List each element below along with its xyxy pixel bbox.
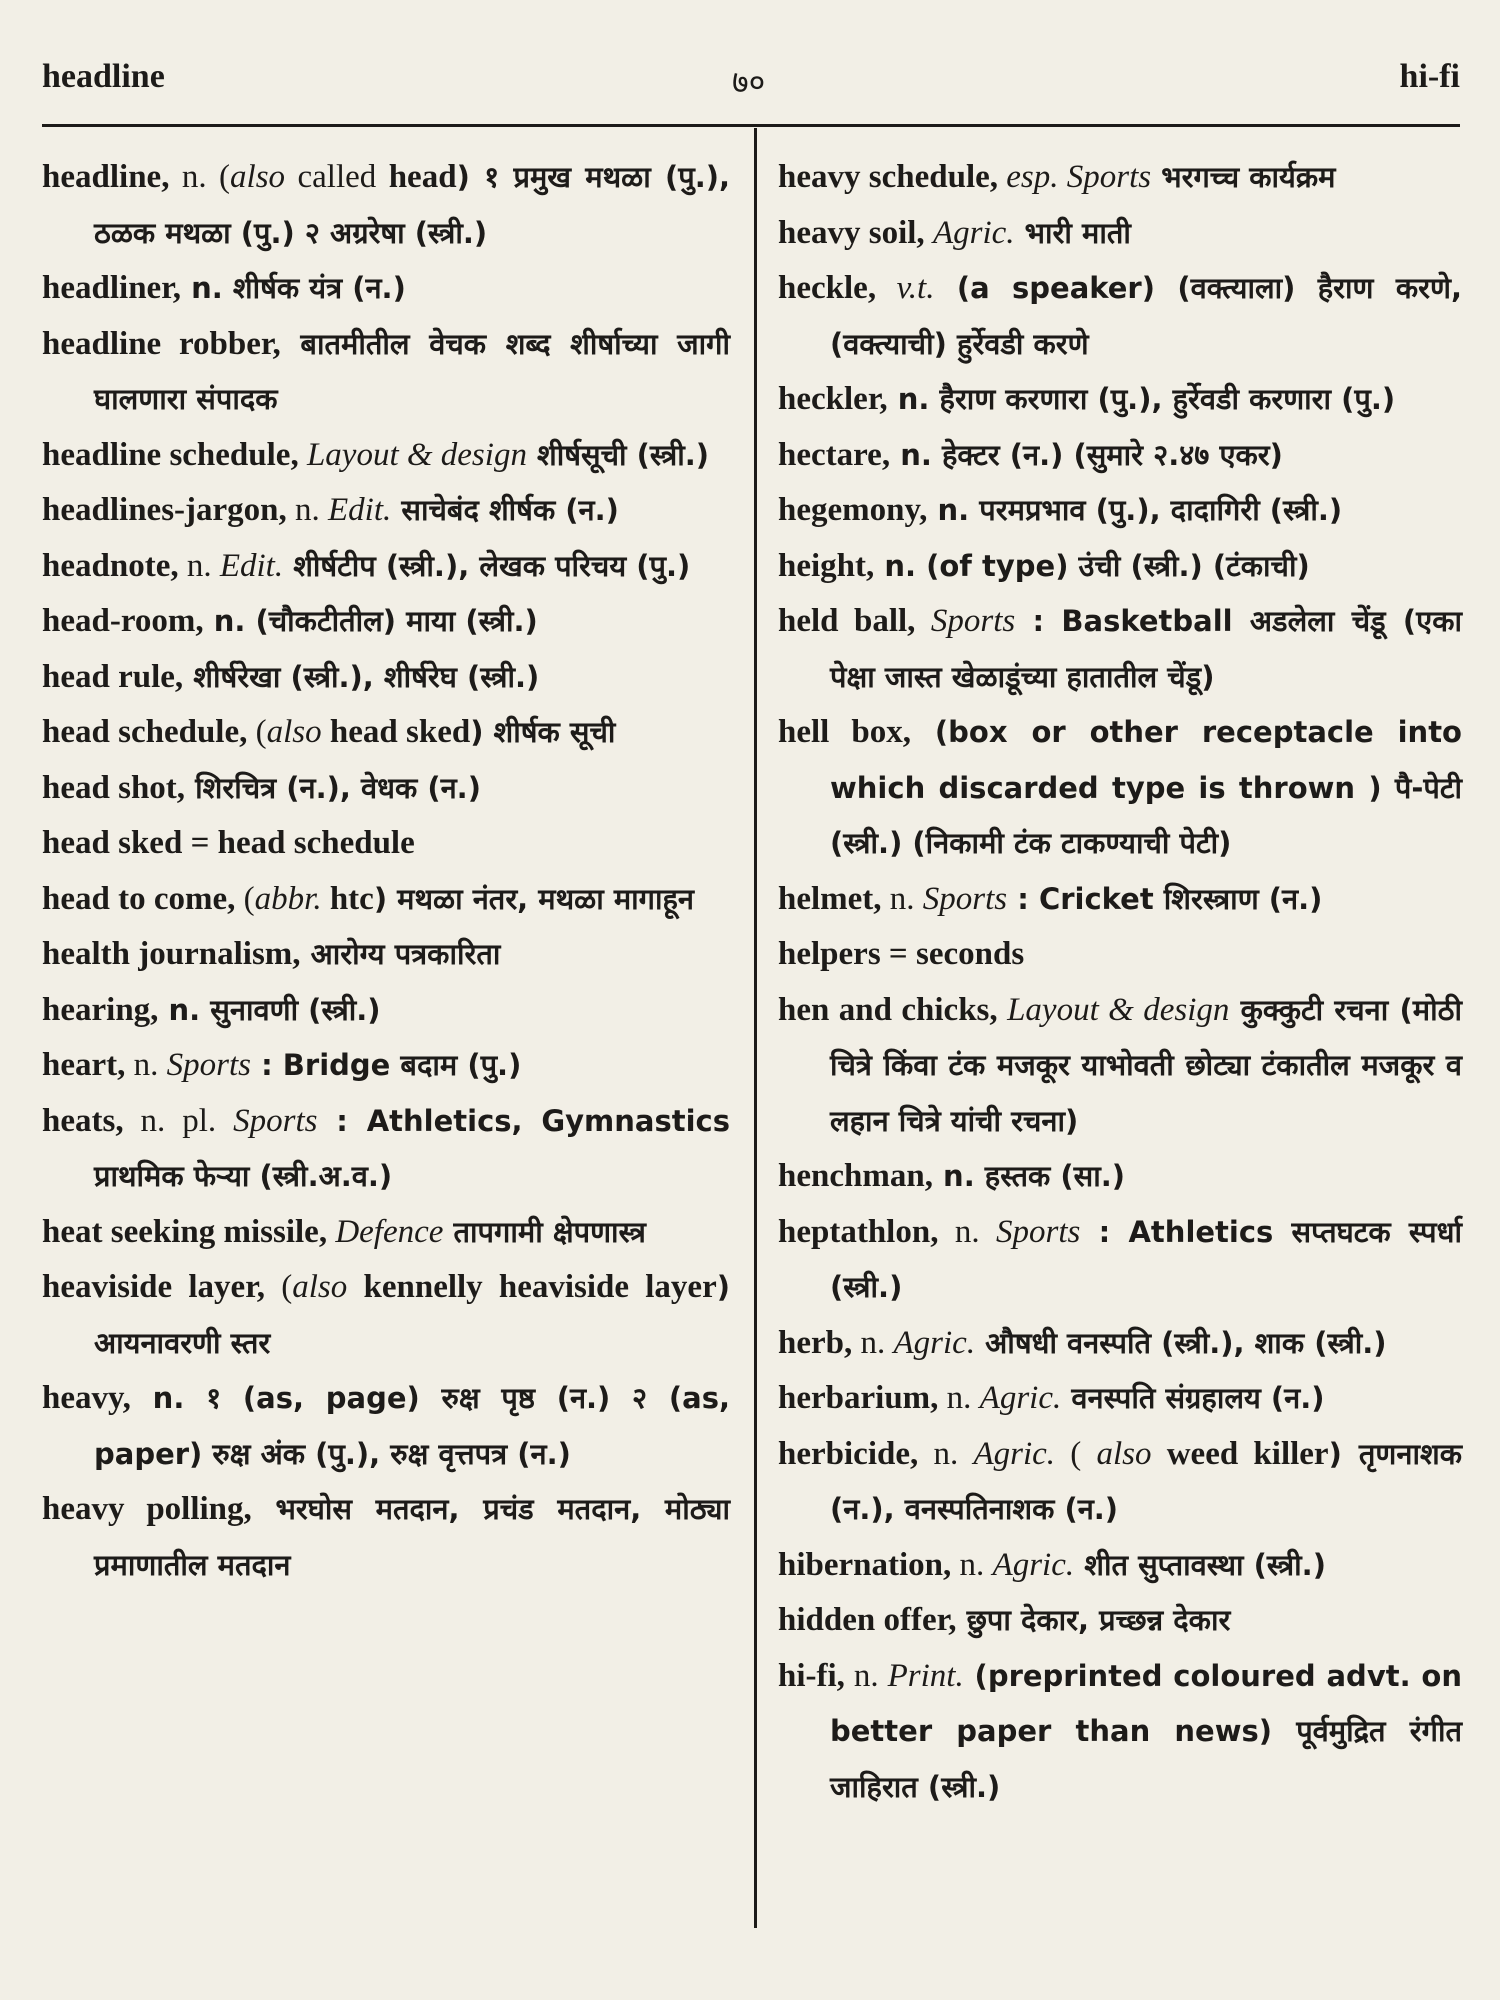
entry-height: height, n. (of type) उंची (स्त्री.) (टंकाची): [778, 547, 1310, 584]
header-first-word: headline: [42, 58, 165, 95]
header-rule: [42, 124, 1460, 127]
entry-herb: herb, n. Agric. औषधी वनस्पति (स्त्री.), शाक (स्त्री.): [778, 1324, 1387, 1361]
entry-head-sked: head sked = head schedule: [42, 825, 415, 861]
entry-hi-fi: hi-fi, n. Print. (preprinted coloured advt. on better paper than news) पूर्वमुद्रित रंगीत जाहिरात (स्त्री.): [778, 1657, 1462, 1804]
right-column: [778, 150, 1462, 1815]
entry-hegemony: hegemony, n. परमप्रभाव (पु.), दादागिरी (स्त्री.): [778, 492, 1343, 528]
header-last-word: hi-fi: [1399, 58, 1460, 95]
entry-herbicide: herbicide, n. Agric. ( also weed killer) तृणनाशक (न.), वनस्पतिनाशक (न.): [778, 1435, 1462, 1526]
entry-heckler: heckler, n. हैराण करणारा (पु.), हुर्रेवडी करणारा (पु.): [778, 381, 1396, 417]
entry-heat-seeking-missile: heat seeking missile, Defence तापगामी क्षेपणास्त्र: [42, 1213, 646, 1250]
entry-hidden-offer: hidden offer, छुपा देकार, प्रच्छन्न देकार: [778, 1602, 1231, 1638]
entry-headline-schedule: headline schedule, Layout & design शीर्षसूची (स्त्री.): [42, 436, 709, 473]
entry-headline: headline, n. (also called head) १ प्रमुख मथळा (पु.), ठळक मथळा (पु.) २ अग्ररेषा (स्त्री.): [42, 159, 730, 250]
page-number: ७०: [732, 64, 766, 100]
entry-heavy: heavy, n. १ (as, page) रुक्ष पृष्ठ (न.) २ (as, paper) रुक्ष अंक (पु.), रुक्ष वृत्तपत्र (न.): [42, 1380, 730, 1471]
entry-heart: heart, n. Sports : Bridge बदाम (पु.): [42, 1047, 522, 1083]
entry-heaviside-layer: heaviside layer, (also kennelly heaviside layer) आयनावरणी स्तर: [42, 1269, 730, 1360]
entry-hen-and-chicks: hen and chicks, Layout & design कुक्कुटी रचना (मोठी चित्रे किंवा टंक मजकूर याभोवती छोट्या टंकातील मजकूर व लहान चित्रे यांची रचना): [778, 991, 1463, 1138]
entry-headline-robber: headline robber, बातमीतील वेचक शब्द शीर्षाच्या जागी घालणारा संपादक: [42, 325, 730, 416]
entry-head-schedule: head schedule, (also head sked) शीर्षक सूची: [42, 714, 616, 750]
entry-hearing: hearing, n. सुनावणी (स्त्री.): [42, 991, 381, 1028]
entry-headliner: headliner, n. शीर्षक यंत्र (न.): [42, 270, 406, 306]
entry-hell-box: hell box, (box or other receptacle into which discarded type is thrown ) पै-पेटी (स्त्री.) (निकामी टंक टाकण्याची पेटी): [778, 714, 1462, 860]
entry-health-journalism: health journalism, आरोग्य पत्रकारिता: [42, 936, 501, 972]
entry-head-rule: head rule, शीर्षरेखा (स्त्री.), शीर्षरेघ (स्त्री.): [42, 658, 540, 695]
entry-held-ball: held ball, Sports : Basketball अडलेला चेंडू (एका पेक्षा जास्त खेळाडूंच्या हातातील चेंडू): [778, 603, 1462, 694]
page-header: [42, 48, 1460, 108]
entry-head-to-come: head to come, (abbr. htc) मथळा नंतर, मथळा मागाहून: [42, 880, 695, 917]
entry-henchman: henchman, n. हस्तक (सा.): [778, 1158, 1126, 1194]
entry-herbarium: herbarium, n. Agric. वनस्पति संग्रहालय (न.): [778, 1380, 1325, 1416]
entry-head-room: head-room, n. (चौकटीतील) माया (स्त्री.): [42, 603, 538, 639]
left-column: [42, 150, 730, 1593]
entry-hectare: hectare, n. हेक्टर (न.) (सुमारे २.४७ एकर): [778, 436, 1283, 473]
entry-heats: heats, n. pl. Sports : Athletics, Gymnastics प्राथमिक फेऱ्या (स्त्री.अ.व.): [42, 1102, 730, 1193]
entry-hibernation: hibernation, n. Agric. शीत सुप्तावस्था (स्त्री.): [778, 1546, 1326, 1583]
entry-heptathlon: heptathlon, n. Sports : Athletics सप्तघटक स्पर्धा (स्त्री.): [778, 1213, 1462, 1304]
entry-head-shot: head shot, शिरचित्र (न.), वेधक (न.): [42, 769, 481, 806]
entry-helpers: helpers = seconds: [778, 936, 1025, 972]
entry-headnote: headnote, n. Edit. शीर्षटीप (स्त्री.), लेखक परिचय (पु.): [42, 547, 691, 584]
column-divider: [754, 128, 757, 1928]
entry-heckle: heckle, v.t. (a speaker) (वक्त्याला) हैराण करणे, (वक्त्याची) हुर्रेवडी करणे: [778, 270, 1462, 361]
entry-heavy-soil: heavy soil, Agric. भारी माती: [778, 214, 1131, 251]
entry-headlines-jargon: headlines-jargon, n. Edit. साचेबंद शीर्षक (न.): [42, 492, 619, 528]
entry-heavy-schedule: heavy schedule, esp. Sports भरगच्च कार्यक्रम: [778, 159, 1336, 195]
entry-helmet: helmet, n. Sports : Cricket शिरस्त्राण (न.): [778, 880, 1323, 917]
entry-heavy-polling: heavy polling, भरघोस मतदान, प्रचंड मतदान, मोठ्या प्रमाणातील मतदान: [42, 1491, 730, 1582]
